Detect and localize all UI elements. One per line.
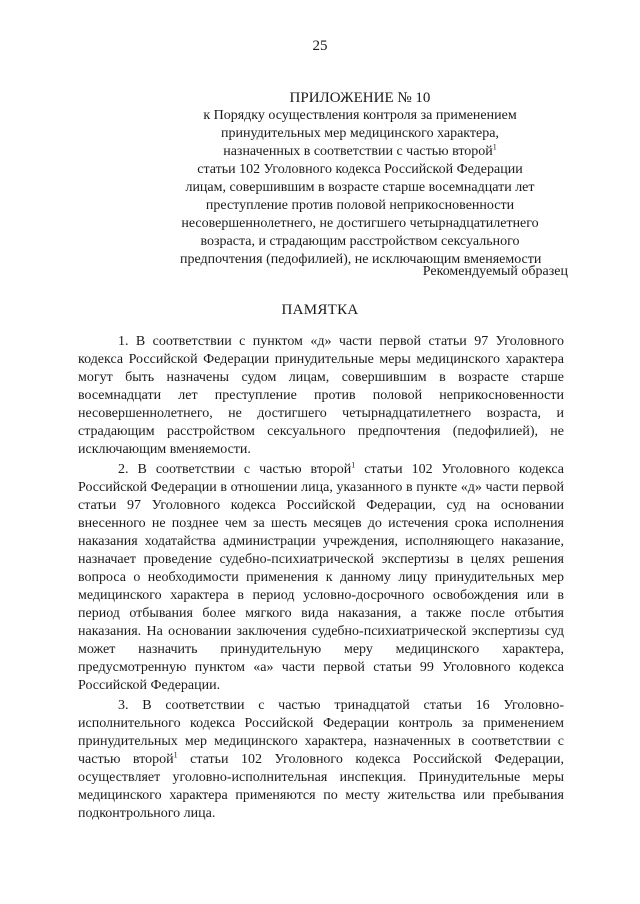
appendix-header — [180, 89, 540, 269]
paragraph-3-start: 3. В соответствии с частью тринадцатой статьи 16 Уголовно-исполнительного кодекса Российской Федерации контроль за применением принудительных мер медицинского характера, назначенных в соответствии с частью второй — [78, 698, 564, 767]
appendix-line-6: преступление против половой неприкосновенности — [205, 198, 515, 213]
page-number: 25 — [312, 38, 328, 54]
appendix-title: ПРИЛОЖЕНИЕ № 10 — [289, 90, 431, 106]
appendix-line-7: несовершеннолетнего, не достигшего четырнадцатилетнего — [181, 216, 539, 231]
paragraph-2-start: 2. В соответствии с частью второй — [118, 462, 352, 477]
footnote-marker: 1 — [173, 750, 178, 760]
paragraph-3-rest: статьи 102 Уголовного кодекса Российской Федерации, осуществляет уголовно-исполнительная инспекция. Принудительные меры медицинского характера применяются по месту жительства или пребывания подконтрольного лица. — [78, 752, 564, 821]
appendix-line-2: принудительных мер медицинского характера, — [221, 126, 499, 141]
appendix-line-1: к Порядку осуществления контроля за применением — [203, 108, 517, 123]
appendix-line-9: предпочтения (педофилией), не исключающим вменяемости — [180, 252, 542, 267]
appendix-line-4: статьи 102 Уголовного кодекса Российской Федерации — [197, 162, 523, 177]
paragraph-2 — [78, 461, 564, 695]
appendix-line-3-text: назначенных в соответствии с частью второй — [223, 144, 493, 159]
memo-title: ПАМЯТКА — [281, 302, 359, 318]
footnote-marker: 1 — [492, 142, 497, 152]
footnote-marker: 1 — [351, 460, 356, 470]
appendix-line-3 — [180, 143, 540, 161]
appendix-line-8: возраста, и страдающим расстройством сексуального — [200, 234, 520, 249]
appendix-line-5: лицам, совершившим в возрасте старше восемнадцати лет — [185, 180, 535, 195]
paragraph-2-rest: статьи 102 Уголовного кодекса Российской Федерации в отношении лица, указанного в пункте «д» части первой статьи 97 Уголовного кодекса Российской Федерации, суд на основании внесенного не позднее чем за шесть месяцев до истечения срока исполнения наказания ходатайства администрации учреждения, исполняющего наказание, назначает проведение судебно-психиатрической экспертизы в целях решения вопроса о необходимости применения к данному лицу принудительных мер медицинского характера в период условно-досрочного освобождения или в период отбывания более мягкого вида наказания, а также после отбытия наказания. На основании заключения судебно-психиатрической экспертизы суд может назначить принудительную меру медицинского характера, предусмотренную пунктом «а» части первой статьи 99 Уголовного кодекса Российской Федерации. — [78, 462, 564, 693]
paragraph-3 — [78, 697, 564, 823]
paragraph-1: 1. В соответствии с пунктом «д» части первой статьи 97 Уголовного кодекса Российской Федерации принудительные меры медицинского характера могут быть назначены судом лицам, совершившим в возрасте старше восемнадцати лет преступление против половой неприкосновенности несовершеннолетнего, не достигшего четырнадцатилетнего возраста, и страдающим расстройством сексуального предпочтения (педофилией), не исключающим вменяемости. — [78, 334, 564, 457]
sample-label: Рекомендуемый образец — [422, 264, 568, 279]
memo-body — [78, 333, 564, 823]
